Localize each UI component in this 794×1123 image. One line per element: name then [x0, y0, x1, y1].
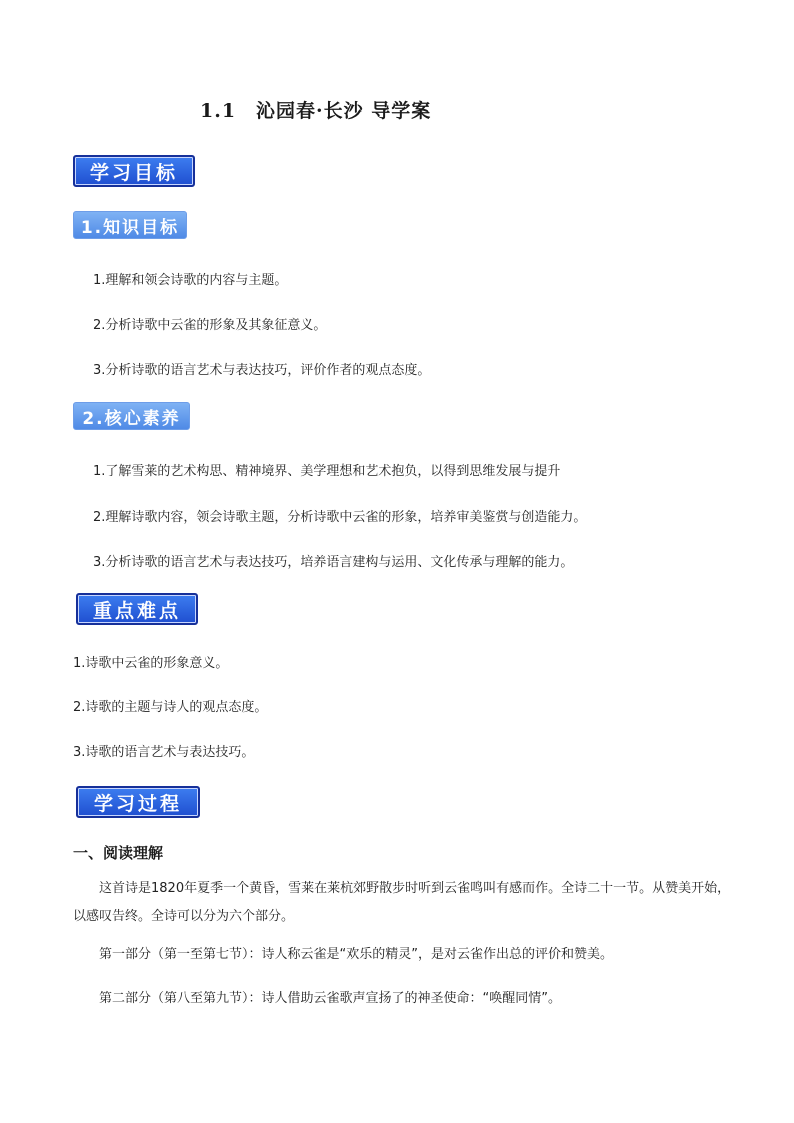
reading-paragraph: 第二部分（第八至第九节）：诗人借助云雀歌声宣扬了的神圣使命：“唤醒同情”。	[99, 991, 561, 1006]
core-item: 2.理解诗歌内容，领会诗歌主题，分析诗歌中云雀的形象，培养审美鉴赏与创造能力。	[93, 510, 587, 525]
core-item: 3.分析诗歌的语言艺术与表达技巧，培养语言建构与运用、文化传承与理解的能力。	[93, 555, 574, 570]
knowledge-item: 1.理解和领会诗歌的内容与主题。	[93, 273, 288, 288]
knowledge-item: 2.分析诗歌中云雀的形象及其象征意义。	[93, 318, 327, 333]
key-item: 2.诗歌的主题与诗人的观点态度。	[73, 700, 268, 715]
subsection-tag-core: 2.核心素养	[73, 402, 190, 430]
section-tag-goals: 学习目标	[73, 155, 195, 187]
reading-paragraph: 这首诗是1820年夏季一个黄昏，雪莱在莱杭郊野散步时听到云雀鸣叫有感而作。全诗二十一节。从赞美开始，以感叹告终。全诗可以分为六个部分。	[73, 881, 731, 924]
subsection-tag-knowledge: 1.知识目标	[73, 211, 187, 239]
key-item: 1.诗歌中云雀的形象意义。	[73, 656, 229, 671]
section-tag-key-points: 重点难点	[76, 593, 198, 625]
knowledge-item: 3.分析诗歌的语言艺术与表达技巧，评价作者的观点态度。	[93, 363, 431, 378]
reading-paragraph: 第一部分（第一至第七节）：诗人称云雀是“欢乐的精灵”，是对云雀作出总的评价和赞美。	[99, 947, 613, 962]
core-item: 1.了解雪莱的艺术构思、精神境界、美学理想和艺术抱负，以得到思维发展与提升	[93, 464, 561, 479]
page-title: 1.1 沁园春·长沙 导学案	[200, 100, 432, 122]
reading-heading: 一、阅读理解	[73, 844, 164, 862]
key-item: 3.诗歌的语言艺术与表达技巧。	[73, 745, 255, 760]
section-tag-process: 学习过程	[76, 786, 200, 818]
